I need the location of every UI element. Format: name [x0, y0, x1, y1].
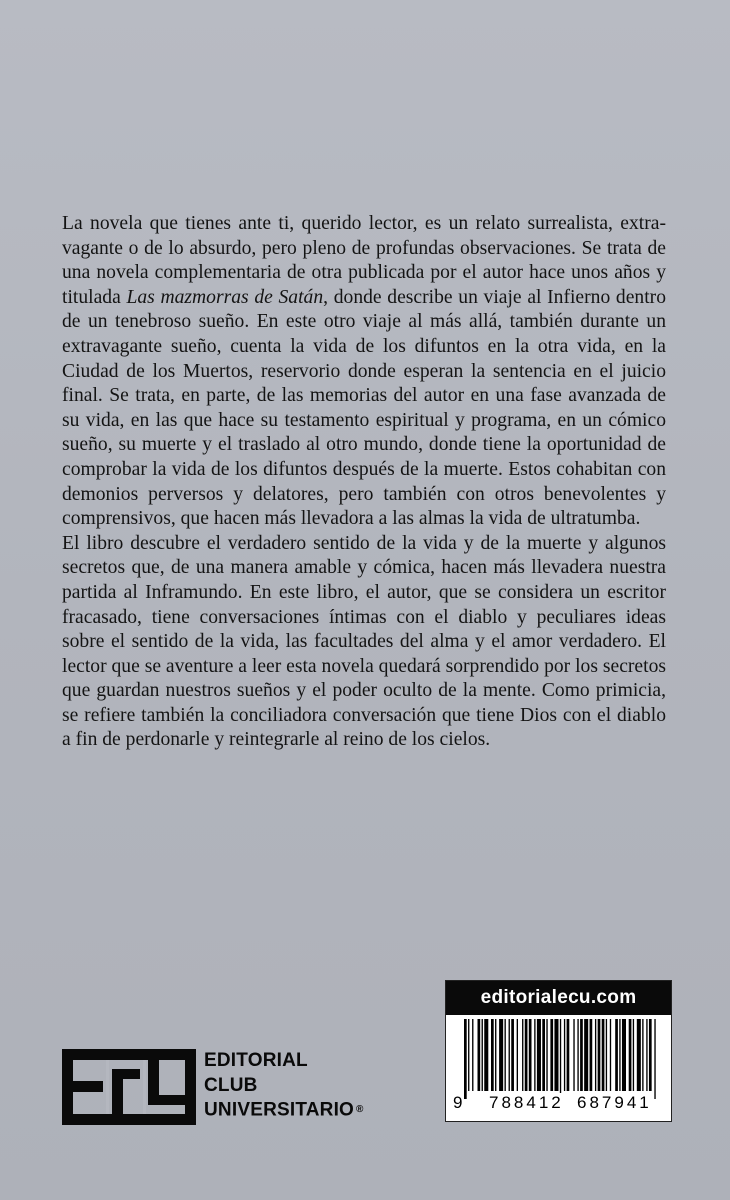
isbn-number [452, 1093, 664, 1117]
barcode-bar [550, 1019, 553, 1091]
barcode-bar [495, 1019, 496, 1091]
barcode-bar [584, 1019, 588, 1091]
barcode-bar [633, 1019, 634, 1091]
barcode-bar [637, 1019, 641, 1091]
barcode-bar [482, 1019, 483, 1091]
barcode-bar [610, 1019, 611, 1091]
isbn-first-digit: 9 [453, 1093, 463, 1112]
back-cover-blurb [62, 212, 666, 753]
ecu-logo-mark [62, 1049, 196, 1125]
barcode-bar [554, 1019, 558, 1091]
barcode-bar [573, 1019, 574, 1091]
barcode-bar [580, 1019, 583, 1091]
barcode-bar [649, 1019, 652, 1091]
publisher-website: editorialecu.com [446, 981, 671, 1015]
barcode-bar [567, 1019, 570, 1091]
barcode-bar [468, 1019, 469, 1091]
barcode-bar [619, 1019, 620, 1091]
publisher-name [204, 1049, 364, 1123]
publisher-name-line2: CLUB [204, 1074, 258, 1096]
barcode-bar [598, 1019, 601, 1091]
barcode-bar [464, 1019, 467, 1099]
isbn-barcode-icon [452, 1019, 664, 1099]
barcode-bar [537, 1019, 541, 1091]
barcode-bar [478, 1019, 481, 1091]
referenced-book-title: Las mazmorras de Satán [126, 286, 324, 308]
publisher-name-line3-wrap [204, 1098, 364, 1123]
barcode-bar [590, 1019, 593, 1091]
barcode-bar [602, 1019, 605, 1091]
publisher-name-line1: EDITORIAL [204, 1050, 308, 1071]
barcode-bar [505, 1019, 506, 1091]
barcode-bar [546, 1019, 547, 1091]
isbn-barcode-block [445, 980, 672, 1122]
barcode-bar [509, 1019, 510, 1091]
barcode-bar [472, 1019, 473, 1091]
isbn-group-1: 788412 [489, 1093, 564, 1112]
barcode-bar [522, 1019, 523, 1091]
blurb-paragraph-1 [62, 212, 666, 532]
barcode-bar [595, 1019, 596, 1091]
registered-mark: ® [356, 1104, 364, 1115]
publisher-logo [62, 1045, 382, 1131]
barcode-bar [577, 1019, 578, 1091]
publisher-name-line3: UNIVERSITARIO [204, 1099, 355, 1121]
blurb-p1-after-title: , donde describe un viaje al Infierno dentro de un tenebroso sueño. En este otro viaje al más allá, también durante un extravagante sueño, cuenta la vida de los difuntos en la otra vida, en la Ciudad de los Muertos, reservorio donde esperan la sentencia en el juicio final. Se trata, en parte, de las memorias del autor en una fase avanzada de su vida, en las que hace su testamento espiritual y programa, en un cómico sueño, su muerte y el traslado al otro mundo, donde tiene la oportunidad de comprobar la vida de los difuntos después de la muerte. Estos cohabitan con demonios perversos y delatores, pero también con otros benevolentes y comprensivos, que hacen más llevadora a las almas la vida de ultratumba. [62, 286, 666, 530]
barcode-bar [491, 1019, 494, 1091]
barcode-bar [654, 1019, 655, 1099]
barcode-bar [642, 1019, 643, 1091]
barcode-bar [615, 1019, 618, 1091]
barcode-bar [606, 1019, 607, 1091]
barcode-bar [484, 1019, 488, 1091]
barcode-bar [542, 1019, 545, 1091]
barcode-bar [511, 1019, 514, 1091]
barcode-bar [646, 1019, 647, 1091]
barcode-bar [525, 1019, 528, 1091]
barcode-bar [622, 1019, 626, 1091]
barcode-bar [517, 1019, 518, 1091]
isbn-group-2: 687941 [577, 1093, 652, 1112]
blurb-p1-before-title: La novela que tienes ante ti, querido lector, es un relato surrealista, extravagante o de lo absurdo, pero pleno de profundas observaciones. Se trata de una novela complementaria de otra publicada por el autor hace unos años y titulada [62, 213, 666, 308]
barcode-bar [499, 1019, 503, 1091]
barcode-bar [529, 1019, 532, 1091]
barcode-bar [629, 1019, 632, 1091]
barcode-bar [534, 1019, 535, 1091]
barcode-bar [564, 1019, 565, 1091]
blurb-paragraph-2: El libro descubre el verdadero sentido de la vida y de la muerte y algunos secretos que, de una manera amable y cómica, hacen más llevadera nuestra partida al Inframundo. En este libro, el autor, que se considera un escritor fracasado, tiene conversaciones íntimas con el diablo y peculiares ideas sobre el sentido de la vida, las facultades del alma y el amor verdadero. El lector que se aventure a leer esta novela quedará sorprendido por los secretos que guardan nuestros sueños y el poder oculto de la mente. Como primicia, se refiere también la conciliadora conversación que tiene Dios con el diablo a fin de perdonarle y reintegrarle al reino de los cielos. [62, 532, 666, 751]
barcode-bar [560, 1019, 561, 1099]
